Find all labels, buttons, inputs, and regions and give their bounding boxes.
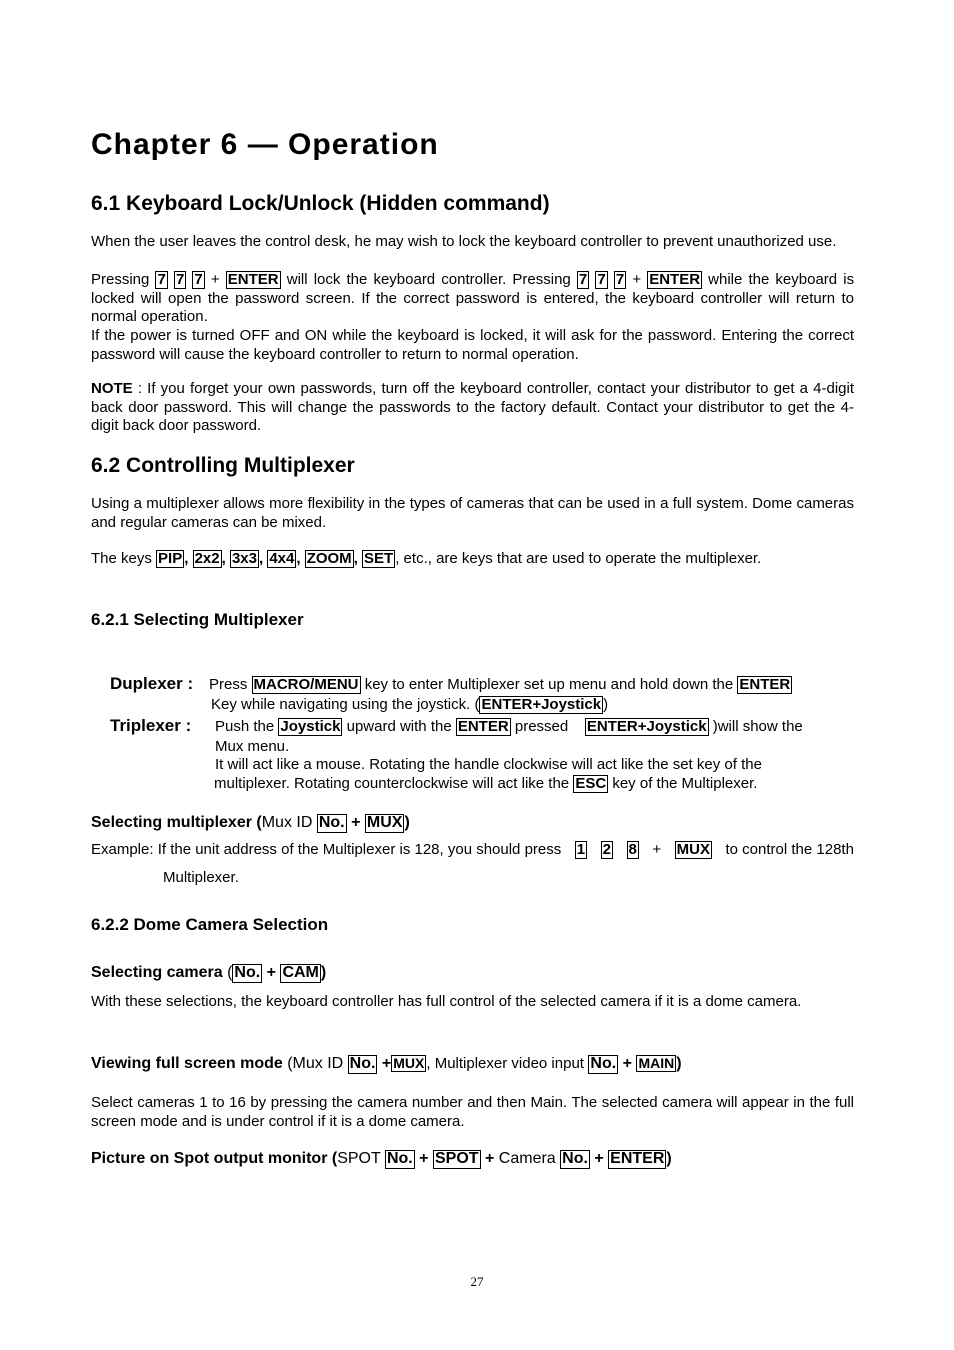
key-spot: SPOT bbox=[434, 1150, 479, 1167]
section-6-2-1-title: 6.2.1 Selecting Multiplexer bbox=[91, 610, 304, 629]
duplexer-line-1: Press MACRO/MENU key to enter Multiplexer set up menu and hold down the ENTER bbox=[209, 676, 791, 693]
s61-paragraph-3: If the power is turned OFF and ON while the keyboard is locked, it will ask for the password. Entering the correct password will cause the keyboard controller to return to normal operation. bbox=[91, 327, 854, 363]
triplexer-line-1: Push the Joystick upward with the ENTER pressed ENTER+Joystick )will show the bbox=[215, 718, 803, 735]
full-screen-heading: Viewing full screen mode (Mux ID No. + MUX , Multiplexer video input No. + MAIN ) bbox=[91, 1055, 682, 1072]
key-8: 8 bbox=[628, 841, 637, 858]
key-macro-menu: MACRO/MENU bbox=[253, 676, 359, 693]
section-6-2-title: 6.2 Controlling Multiplexer bbox=[91, 454, 355, 477]
s61-note: NOTE : If you forget your own passwords, turn off the keyboard controller, contact your distributor to get a 4-digit back door password. This will change the passwords to the factory default. Contact your distributor to get the 4-digit back door password. bbox=[91, 380, 854, 435]
key-mux: MUX bbox=[676, 841, 710, 858]
key-no: No. bbox=[562, 1150, 588, 1167]
key-4x4: 4x4 bbox=[269, 550, 295, 567]
key-zoom: ZOOM bbox=[306, 550, 352, 567]
key-enter: ENTER bbox=[649, 271, 701, 288]
section-6-2-2-title: 6.2.2 Dome Camera Selection bbox=[91, 915, 329, 934]
key-pip: PIP bbox=[158, 550, 183, 567]
key-1: 1 bbox=[576, 841, 586, 858]
key-7: 7 bbox=[175, 271, 185, 288]
key-esc: ESC bbox=[575, 775, 607, 792]
key-no: No. bbox=[234, 964, 261, 981]
key-enter: ENTER bbox=[457, 718, 509, 735]
s61-paragraph-2: Pressing 7 7 7 + ENTER will lock the keyboard controller. Pressing 7 7 7 + ENTER while the keyboard is locked will open the password screen. If the correct password is entered, the keyboard controller will return to normal operation. bbox=[91, 271, 855, 326]
key-7: 7 bbox=[597, 271, 606, 288]
key-cam: CAM bbox=[282, 964, 319, 981]
selecting-camera-text: With these selections, the keyboard controller has full control of the selected camera if it is a dome camera. bbox=[91, 993, 802, 1010]
spot-monitor-heading: Picture on Spot output monitor (SPOT No. + SPOT + Camera No. + ENTER ) bbox=[91, 1150, 672, 1167]
key-no: No. bbox=[349, 1055, 376, 1072]
full-screen-text: Select cameras 1 to 16 by pressing the camera number and then Main. The selected camera will appear in the full screen mode and is under control if it is a dome camera. bbox=[91, 1094, 854, 1130]
page-number: 27 bbox=[470, 1274, 484, 1289]
duplexer-label: Duplexer : bbox=[110, 674, 194, 693]
s62-paragraph-1: Using a multiplexer allows more flexibility in the types of cameras that can be used in a full system. Dome cameras and regular cameras can be mixed. bbox=[91, 495, 854, 531]
key-mux: MUX bbox=[393, 1055, 425, 1071]
key-enter: ENTER bbox=[610, 1150, 665, 1167]
s61-paragraph-1: When the user leaves the control desk, he may wish to lock the keyboard controller to prevent unauthorized use. bbox=[91, 233, 837, 250]
triplexer-line-4: multiplexer. Rotating counterclockwise will act like the ESC key of the Multiplexer. bbox=[214, 775, 758, 792]
key-main: MAIN bbox=[638, 1055, 675, 1071]
s62-keys-line: The keys PIP , 2x2 , 3x3 , 4x4 , ZOOM , SET , etc., are keys that are used to operate the multiplexer. bbox=[91, 550, 762, 567]
key-enter-joystick: ENTER+Joystick bbox=[586, 718, 707, 735]
selecting-multiplexer-heading: Selecting multiplexer (Mux ID No. + MUX ) bbox=[91, 814, 410, 831]
key-7: 7 bbox=[157, 271, 166, 288]
selecting-camera-heading: Selecting camera ( No. + CAM ) bbox=[91, 964, 327, 981]
key-7: 7 bbox=[578, 271, 588, 288]
key-enter: ENTER bbox=[227, 271, 279, 288]
key-no: No. bbox=[386, 1150, 413, 1167]
key-2: 2 bbox=[602, 841, 611, 858]
example-line-1: Example: If the unit address of the Multiplexer is 128, you should press 1 2 8 + MUX to control the 128th bbox=[91, 841, 854, 858]
note-label: NOTE bbox=[91, 380, 133, 397]
duplexer-line-2: Key while navigating using the joystick. ( ENTER+Joystick ) bbox=[211, 696, 609, 713]
chapter-title: Chapter 6 — Operation bbox=[91, 128, 439, 161]
example-line-2: Multiplexer. bbox=[163, 869, 239, 886]
key-enter-joystick: ENTER+Joystick bbox=[481, 696, 602, 713]
key-no: No. bbox=[590, 1055, 617, 1072]
key-enter: ENTER bbox=[739, 676, 791, 693]
key-no: No. bbox=[318, 814, 345, 831]
triplexer-label: Triplexer : bbox=[110, 716, 192, 735]
key-joystick: Joystick bbox=[280, 718, 341, 735]
key-set: SET bbox=[364, 550, 394, 567]
section-6-1-title: 6.1 Keyboard Lock/Unlock (Hidden command) bbox=[91, 192, 550, 215]
key-3x3: 3x3 bbox=[231, 550, 257, 567]
triplexer-line-2: Mux menu. bbox=[215, 738, 290, 755]
key-2x2: 2x2 bbox=[194, 550, 220, 567]
triplexer-line-3: It will act like a mouse. Rotating the handle clockwise will act like the set key of the bbox=[215, 756, 762, 773]
key-mux: MUX bbox=[366, 814, 403, 831]
key-7: 7 bbox=[615, 271, 625, 288]
key-7: 7 bbox=[194, 271, 203, 288]
